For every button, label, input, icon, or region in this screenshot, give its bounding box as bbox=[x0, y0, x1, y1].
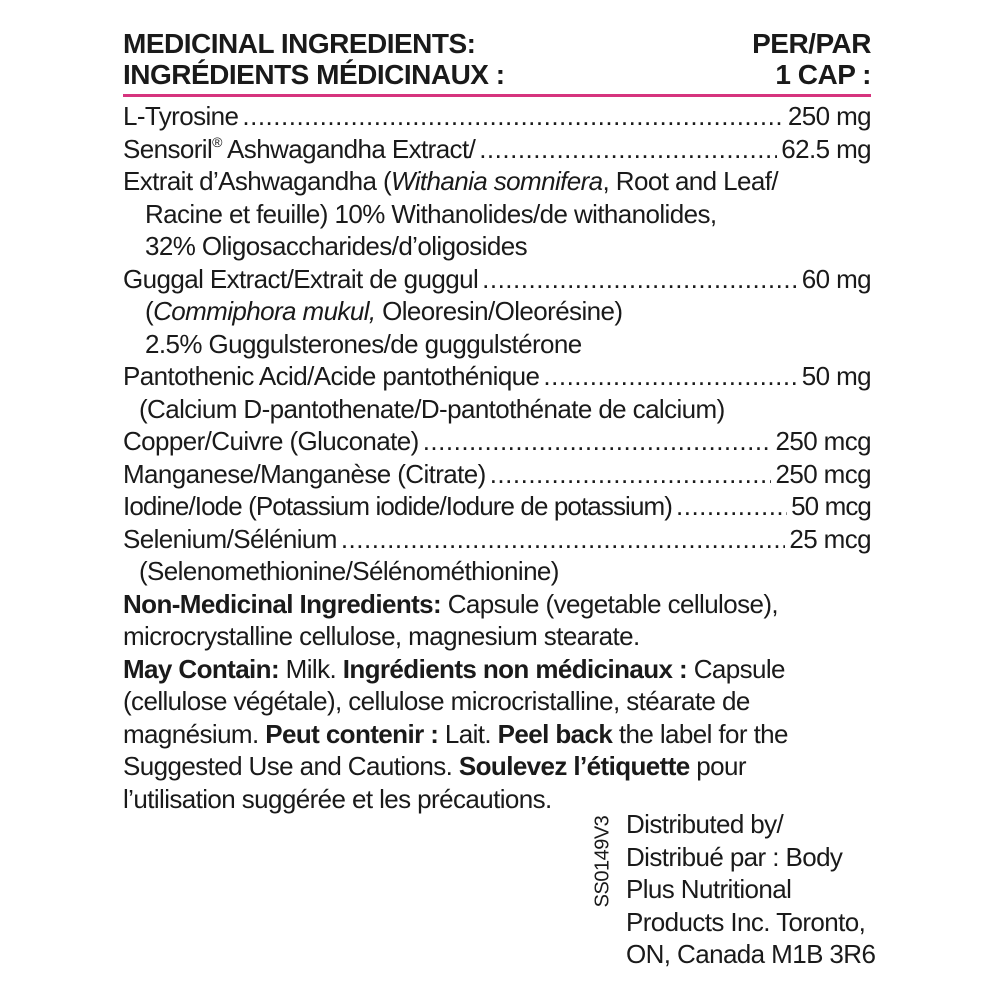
label-code bbox=[590, 808, 620, 908]
ingredient-detail: Racine et feuille) 10% Withanolides/de withanolides, bbox=[145, 198, 717, 229]
name-part: Sensoril bbox=[123, 133, 213, 164]
ingredient-list bbox=[123, 100, 871, 588]
soulevez-label: Soulevez l’étiquette bbox=[458, 751, 690, 781]
header-title-fr: INGRÉDIENTS MÉDICINAUX : bbox=[123, 59, 505, 90]
ingredient-amount: 25 mcg bbox=[789, 523, 871, 554]
suggested-use-text: Suggested Use and Cautions. bbox=[123, 751, 459, 781]
ingredient-amount: 50 mcg bbox=[791, 491, 871, 521]
ingredient-amount: 62.5 mg bbox=[781, 133, 871, 164]
ingredient-row-ashwagandha bbox=[123, 133, 871, 166]
dot-leader bbox=[242, 100, 783, 133]
non-medicinal-text: Capsule bbox=[687, 653, 785, 684]
ingredient-amount: 50 mg bbox=[801, 361, 871, 391]
distributor-block bbox=[590, 808, 890, 978]
dot-leader bbox=[479, 133, 777, 166]
ingredient-detail bbox=[123, 295, 871, 328]
header-left bbox=[123, 28, 505, 90]
header-title-en: MEDICINAL INGREDIENTS: bbox=[123, 28, 476, 59]
may-contain-label: May Contain: bbox=[123, 653, 280, 684]
registered-mark: ® bbox=[212, 133, 222, 150]
ingredient-row-iodine bbox=[123, 490, 871, 523]
ingredient-amount: 250 mcg bbox=[775, 458, 871, 489]
ingredient-row-guggal bbox=[123, 263, 871, 296]
non-medicinal-line bbox=[123, 718, 871, 751]
ingredient-detail: 2.5% Guggulsterones/de guggulstérone bbox=[145, 328, 582, 359]
header-per-label: PER/PAR bbox=[752, 28, 871, 59]
distributor-line: Distributed by/ bbox=[626, 809, 784, 839]
ingredient-name: L-Tyrosine bbox=[123, 101, 239, 131]
ingredient-name: Guggal Extract/Extrait de guggul bbox=[123, 263, 479, 294]
ingredient-row-tyrosine bbox=[123, 100, 871, 133]
peut-contenir-label: Peut contenir : bbox=[265, 718, 439, 749]
dot-leader bbox=[676, 490, 787, 523]
ingredient-amount: 250 mcg bbox=[775, 426, 871, 456]
non-medicinal-line bbox=[123, 653, 871, 686]
peel-back-label: Peel back bbox=[497, 718, 613, 749]
may-contain-text: Milk. bbox=[279, 653, 343, 684]
non-medicinal-line: (cellulose végétale), cellulose microcristalline, stéarate de bbox=[123, 686, 750, 716]
ingredient-row-copper bbox=[123, 425, 871, 458]
header-divider bbox=[123, 94, 871, 97]
detail-part: Oleoresin/Oleorésine) bbox=[375, 296, 623, 326]
ingredient-amount: 60 mg bbox=[801, 263, 871, 294]
non-medicinal-line bbox=[123, 750, 871, 783]
detail-part: ( bbox=[145, 296, 154, 326]
distributor-info bbox=[626, 808, 875, 971]
detail-part: , Root and Leaf/ bbox=[602, 166, 778, 196]
dot-leader bbox=[423, 425, 772, 458]
ingredients-header bbox=[123, 28, 871, 90]
botanical-name: Withania somnifera bbox=[391, 166, 603, 196]
distributor-line: ON, Canada M1B 3R6 bbox=[626, 939, 876, 969]
non-medicinal-text: Capsule (vegetable cellulose), bbox=[441, 588, 779, 619]
name-part: Ashwagandha Extract/ bbox=[221, 133, 476, 164]
non-medicinal-label-en: Non-Medicinal Ingredients: bbox=[123, 588, 442, 619]
ingredient-label bbox=[123, 28, 871, 815]
distributor-line: Distribué par : Body bbox=[626, 841, 843, 872]
header-right bbox=[752, 28, 871, 90]
ingredient-name: Manganese/Manganèse (Citrate) bbox=[123, 458, 486, 489]
non-medicinal-line: l’utilisation suggérée et les précautions. bbox=[123, 783, 552, 814]
ingredient-row-pantothenic bbox=[123, 360, 871, 393]
label-code-text: SS0149V3 bbox=[591, 815, 614, 908]
ingredient-detail bbox=[123, 165, 871, 198]
header-per-cap: 1 CAP : bbox=[775, 59, 871, 90]
ingredient-row-manganese bbox=[123, 458, 871, 491]
peut-contenir-text: Lait. bbox=[438, 718, 498, 749]
ingredient-name: Pantothenic Acid/Acide pantothénique bbox=[123, 361, 540, 391]
ingredient-name bbox=[123, 133, 475, 166]
non-medicinal-line: microcrystalline cellulose, magnesium stearate. bbox=[123, 621, 640, 651]
soulevez-text: pour bbox=[689, 751, 746, 781]
botanical-name: Commiphora mukul, bbox=[153, 296, 376, 326]
ingredient-detail: 32% Oligosaccharides/d’oligosides bbox=[145, 231, 527, 261]
ingredient-detail: (Selenomethionine/Sélénométhionine) bbox=[139, 556, 559, 586]
ingredient-name: Copper/Cuivre (Gluconate) bbox=[123, 426, 419, 456]
distributor-line: Products Inc. Toronto, bbox=[626, 906, 866, 937]
dot-leader bbox=[490, 458, 772, 491]
non-medicinal-text: magnésium. bbox=[123, 718, 266, 749]
ingredient-name: Iodine/Iode (Potassium iodide/Iodure de potassium) bbox=[123, 491, 673, 521]
non-medicinal-section bbox=[123, 588, 871, 816]
dot-leader bbox=[341, 523, 786, 556]
detail-part: Extrait d’Ashwagandha ( bbox=[123, 166, 392, 196]
non-medicinal-label-fr: Ingrédients non médicinaux : bbox=[342, 653, 688, 684]
distributor-line: Plus Nutritional bbox=[626, 874, 792, 904]
ingredient-amount: 250 mg bbox=[787, 101, 871, 131]
dot-leader bbox=[482, 263, 798, 296]
ingredient-name: Selenium/Sélénium bbox=[123, 523, 337, 554]
non-medicinal-line bbox=[123, 588, 871, 621]
ingredient-row-selenium bbox=[123, 523, 871, 556]
peel-back-text: the label for the bbox=[612, 718, 788, 749]
dot-leader bbox=[543, 360, 797, 393]
ingredient-detail: (Calcium D-pantothenate/D-pantothénate de calcium) bbox=[139, 393, 725, 424]
